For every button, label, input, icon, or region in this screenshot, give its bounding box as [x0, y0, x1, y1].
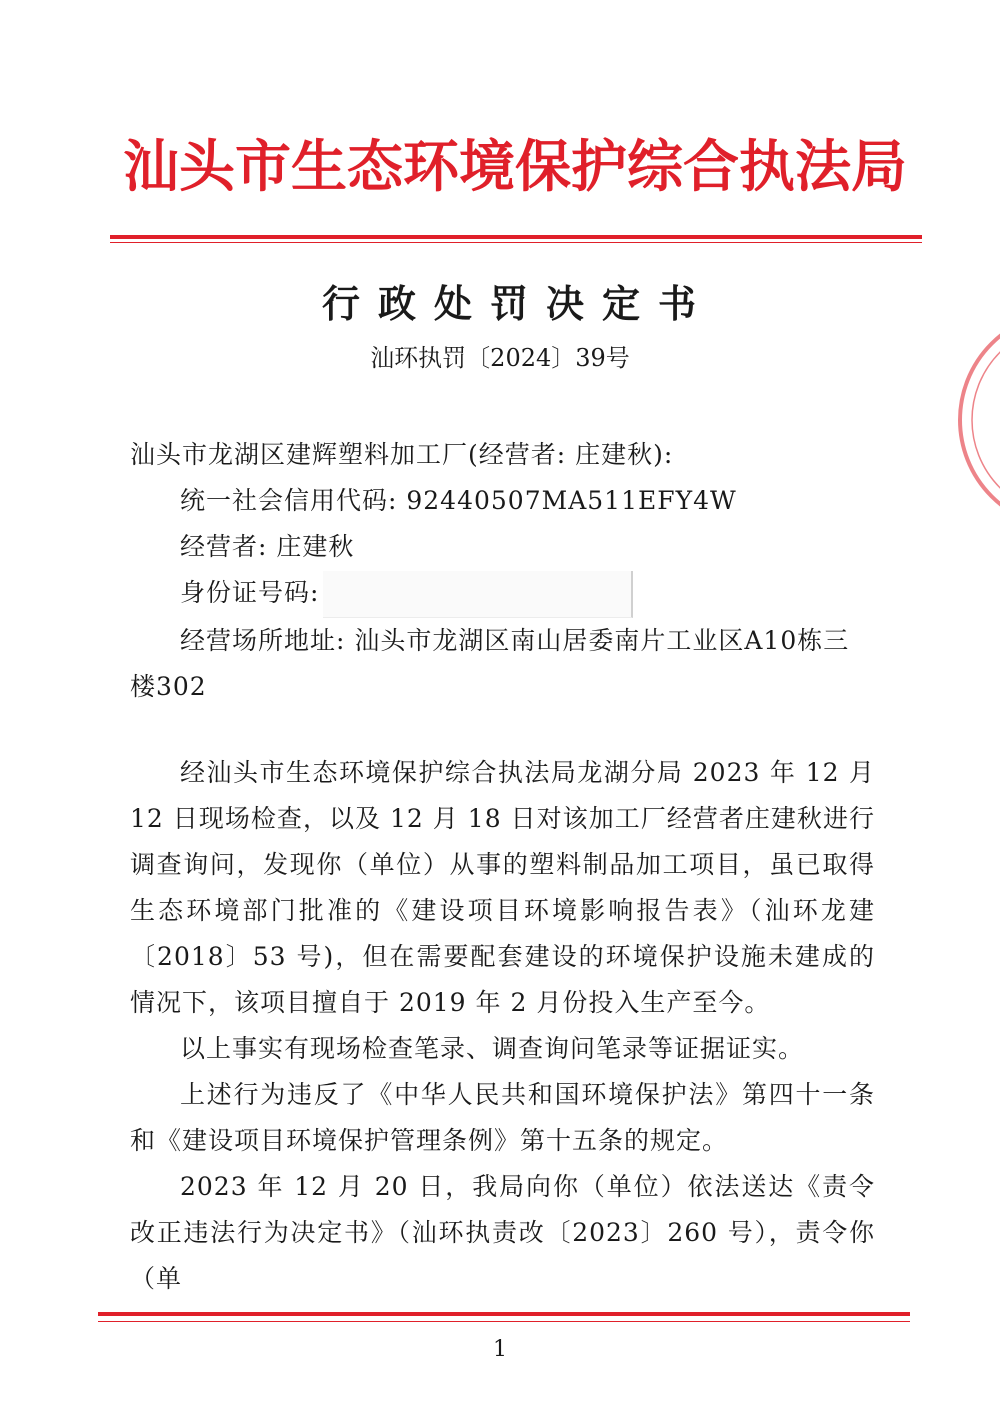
document-number: 汕环执罚〔2024〕39号: [370, 344, 630, 372]
masthead-rule-thick: [110, 235, 922, 239]
id-number-label: 身份证号码:: [180, 578, 320, 607]
agency-masthead: 汕头市生态环境保护综合执法局: [123, 135, 907, 200]
id-number-row: [130, 570, 875, 618]
footer-rule-thin: [98, 1321, 910, 1322]
id-number-redaction: [323, 571, 633, 618]
address-line-2: 楼302: [130, 672, 207, 701]
masthead-rule-thin: [110, 242, 922, 243]
document-title: 行政处罚决定书: [321, 281, 714, 326]
address-line-1: 经营场所地址: 汕头市龙湖区南山居委南片工业区A10栋三: [180, 626, 850, 655]
paragraph-violation: 上述行为违反了《中华人民共和国环境保护法》第四十一条和《建设项目环境保护管理条例》第十五条的规定。: [130, 1080, 875, 1155]
credit-code: 统一社会信用代码: 92440507MA511EFY4W: [180, 486, 737, 515]
party-name: 汕头市龙湖区建辉塑料加工厂(经营者: 庄建秋):: [130, 440, 674, 469]
paragraph-evidence: 以上事实有现场检查笔录、调查询问笔录等证据证实。: [180, 1034, 805, 1063]
body-paragraphs: [130, 750, 875, 1302]
footer-rule-thick: [98, 1312, 910, 1316]
paragraph-correction-order: 2023 年 12 月 20 日，我局向你（单位）依法送达《责令改正违法行为决定书》（汕环执责改〔2023〕260 号），责令你（单: [130, 1172, 875, 1293]
spacer: [130, 710, 875, 750]
document-body: [130, 432, 875, 1302]
page-number: 1: [493, 1337, 507, 1362]
paragraph-facts: 经汕头市生态环境保护综合执法局龙湖分局 2023 年 12 月 12 日现场检查，以及 12 月 18 日对该加工厂经营者庄建秋进行调查询问，发现你（单位）从事的塑料制品加工项目，虽已取得生态环境部门批准的《建设项目环境影响报告表》（汕环龙建〔2018〕53 号)，但在需要配套建设的环境保护设施未建成的情况下，该项目擅自于 2019 年 2 月份投入生产至今。: [130, 758, 875, 1017]
operator-name: 经营者: 庄建秋: [180, 532, 355, 561]
official-seal-stamp: [918, 320, 1000, 520]
